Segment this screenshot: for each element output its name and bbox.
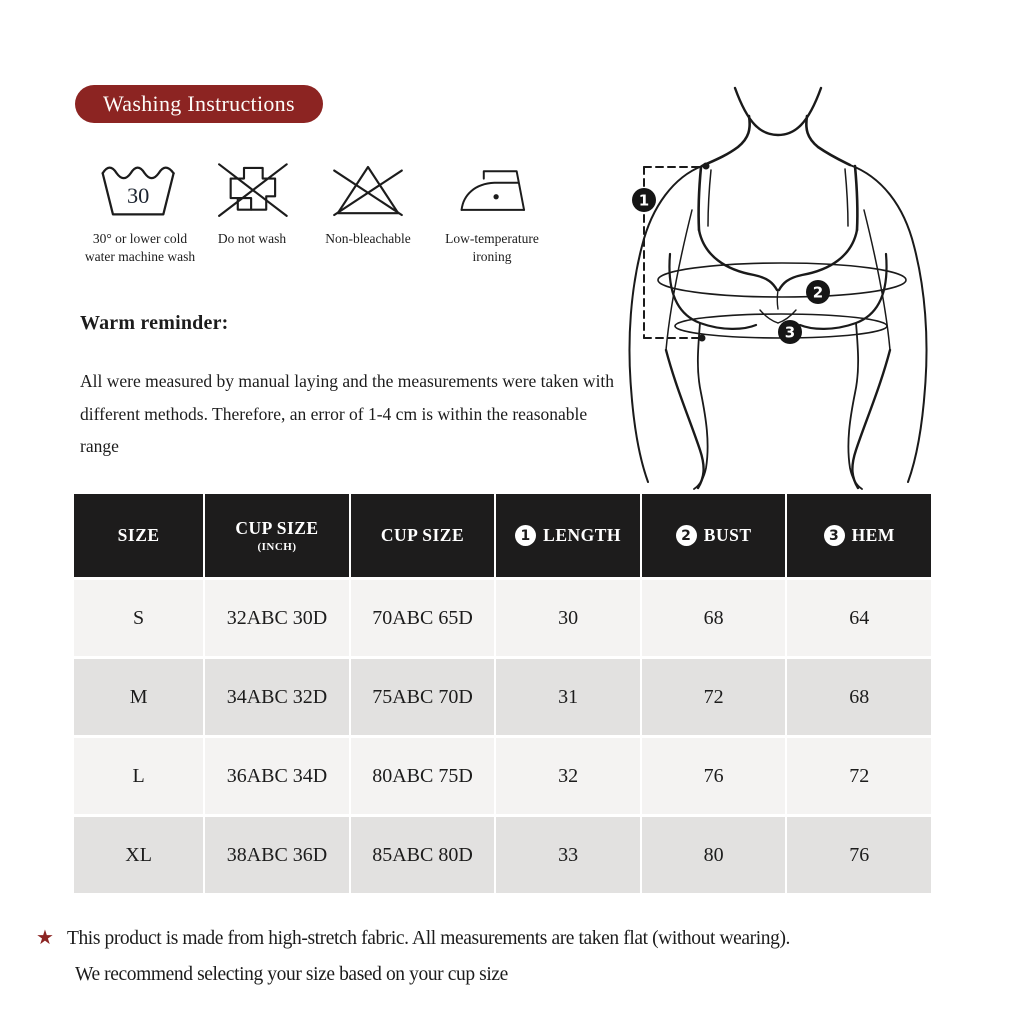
star-icon: ★ xyxy=(36,925,54,949)
column-header-size xyxy=(74,494,203,577)
table-cell-cup: 75ABC 70D xyxy=(351,659,495,735)
washing-instructions-badge xyxy=(75,85,323,123)
wash-temperature-value: 30 xyxy=(126,183,150,209)
table-cell-bust: 76 xyxy=(642,738,786,814)
care-caption-line: 30° or lower cold xyxy=(92,231,188,246)
header-label: LENGTH xyxy=(543,525,622,545)
care-caption-line: Non-bleachable xyxy=(325,231,411,246)
care-icon-block-iron-low xyxy=(428,160,556,265)
header-sublabel: (INCH) xyxy=(257,541,297,553)
warm-reminder-heading: Warm reminder: xyxy=(80,312,229,334)
non-bleachable-icon xyxy=(328,160,408,222)
column-header-hem xyxy=(787,494,931,577)
size-chart-table xyxy=(74,494,931,893)
care-caption-line: ironing xyxy=(472,248,512,264)
do-not-wash-icon xyxy=(212,160,292,222)
table-cell-length: 32 xyxy=(496,738,640,814)
table-cell-cup: 85ABC 80D xyxy=(351,817,495,893)
machine-wash-30-icon xyxy=(98,160,182,222)
header-label: BUST xyxy=(703,525,752,545)
table-cell-cup-inch: 36ABC 34D xyxy=(205,738,349,814)
diagram-marker-3 xyxy=(778,320,802,344)
header-label: HEM xyxy=(851,525,895,545)
table-cell-bust: 72 xyxy=(642,659,786,735)
circled-2-icon: 2 xyxy=(676,525,697,546)
table-cell-cup: 70ABC 65D xyxy=(351,580,495,656)
low-temperature-ironing-icon xyxy=(455,160,529,222)
column-header-bust xyxy=(642,494,786,577)
table-cell-cup-inch: 38ABC 36D xyxy=(205,817,349,893)
column-header-cup-size-inch xyxy=(205,494,349,577)
circled-1-icon: 1 xyxy=(515,525,536,546)
care-icon-block-wash30 xyxy=(64,160,216,265)
table-cell-hem: 72 xyxy=(787,738,931,814)
table-cell-size: XL xyxy=(74,817,203,893)
table-cell-size: S xyxy=(74,580,203,656)
care-caption-line: water machine wash xyxy=(84,248,196,264)
table-cell-bust: 68 xyxy=(642,580,786,656)
table-cell-bust: 80 xyxy=(642,817,786,893)
warm-reminder-text: All were measured by manual laying and the measurements were taken with different methods. Therefore, an error of 1-4 cm is within the reasonable range xyxy=(80,371,615,456)
table-cell-cup: 80ABC 75D xyxy=(351,738,495,814)
table-cell-cup-inch: 32ABC 30D xyxy=(205,580,349,656)
table-cell-size: M xyxy=(74,659,203,735)
table-cell-size: L xyxy=(74,738,203,814)
diagram-marker-1 xyxy=(632,188,656,212)
column-header-length xyxy=(496,494,640,577)
circled-3-icon: 3 xyxy=(824,525,845,546)
care-icon-block-no-wash xyxy=(197,160,307,248)
svg-text:2: 2 xyxy=(812,283,824,302)
footnote xyxy=(36,920,1020,992)
footnote-line-1: This product is made from high-stretch fabric. All measurements are taken flat (without wearing). xyxy=(66,928,791,949)
svg-text:1: 1 xyxy=(638,191,650,210)
table-cell-hem: 76 xyxy=(787,817,931,893)
column-header-cup-size xyxy=(351,494,495,577)
table-cell-hem: 68 xyxy=(787,659,931,735)
diagram-marker-2 xyxy=(806,280,830,304)
footnote-line-2: We recommend selecting your size based on your cup size xyxy=(75,963,508,985)
table-cell-cup-inch: 34ABC 32D xyxy=(205,659,349,735)
care-caption-line: Do not wash xyxy=(217,231,287,246)
table-cell-length: 30 xyxy=(496,580,640,656)
care-caption-line: Low-temperature xyxy=(445,231,539,246)
header-label: SIZE xyxy=(117,525,160,545)
svg-text:3: 3 xyxy=(784,323,796,342)
header-label: CUP SIZE xyxy=(380,525,465,545)
header-label: CUP SIZE xyxy=(235,518,319,538)
care-icon-block-no-bleach xyxy=(306,160,430,248)
washing-instructions-label: Washing Instructions xyxy=(103,91,295,116)
body-measurement-diagram xyxy=(602,58,1012,490)
table-cell-length: 33 xyxy=(496,817,640,893)
table-cell-length: 31 xyxy=(496,659,640,735)
table-cell-hem: 64 xyxy=(787,580,931,656)
